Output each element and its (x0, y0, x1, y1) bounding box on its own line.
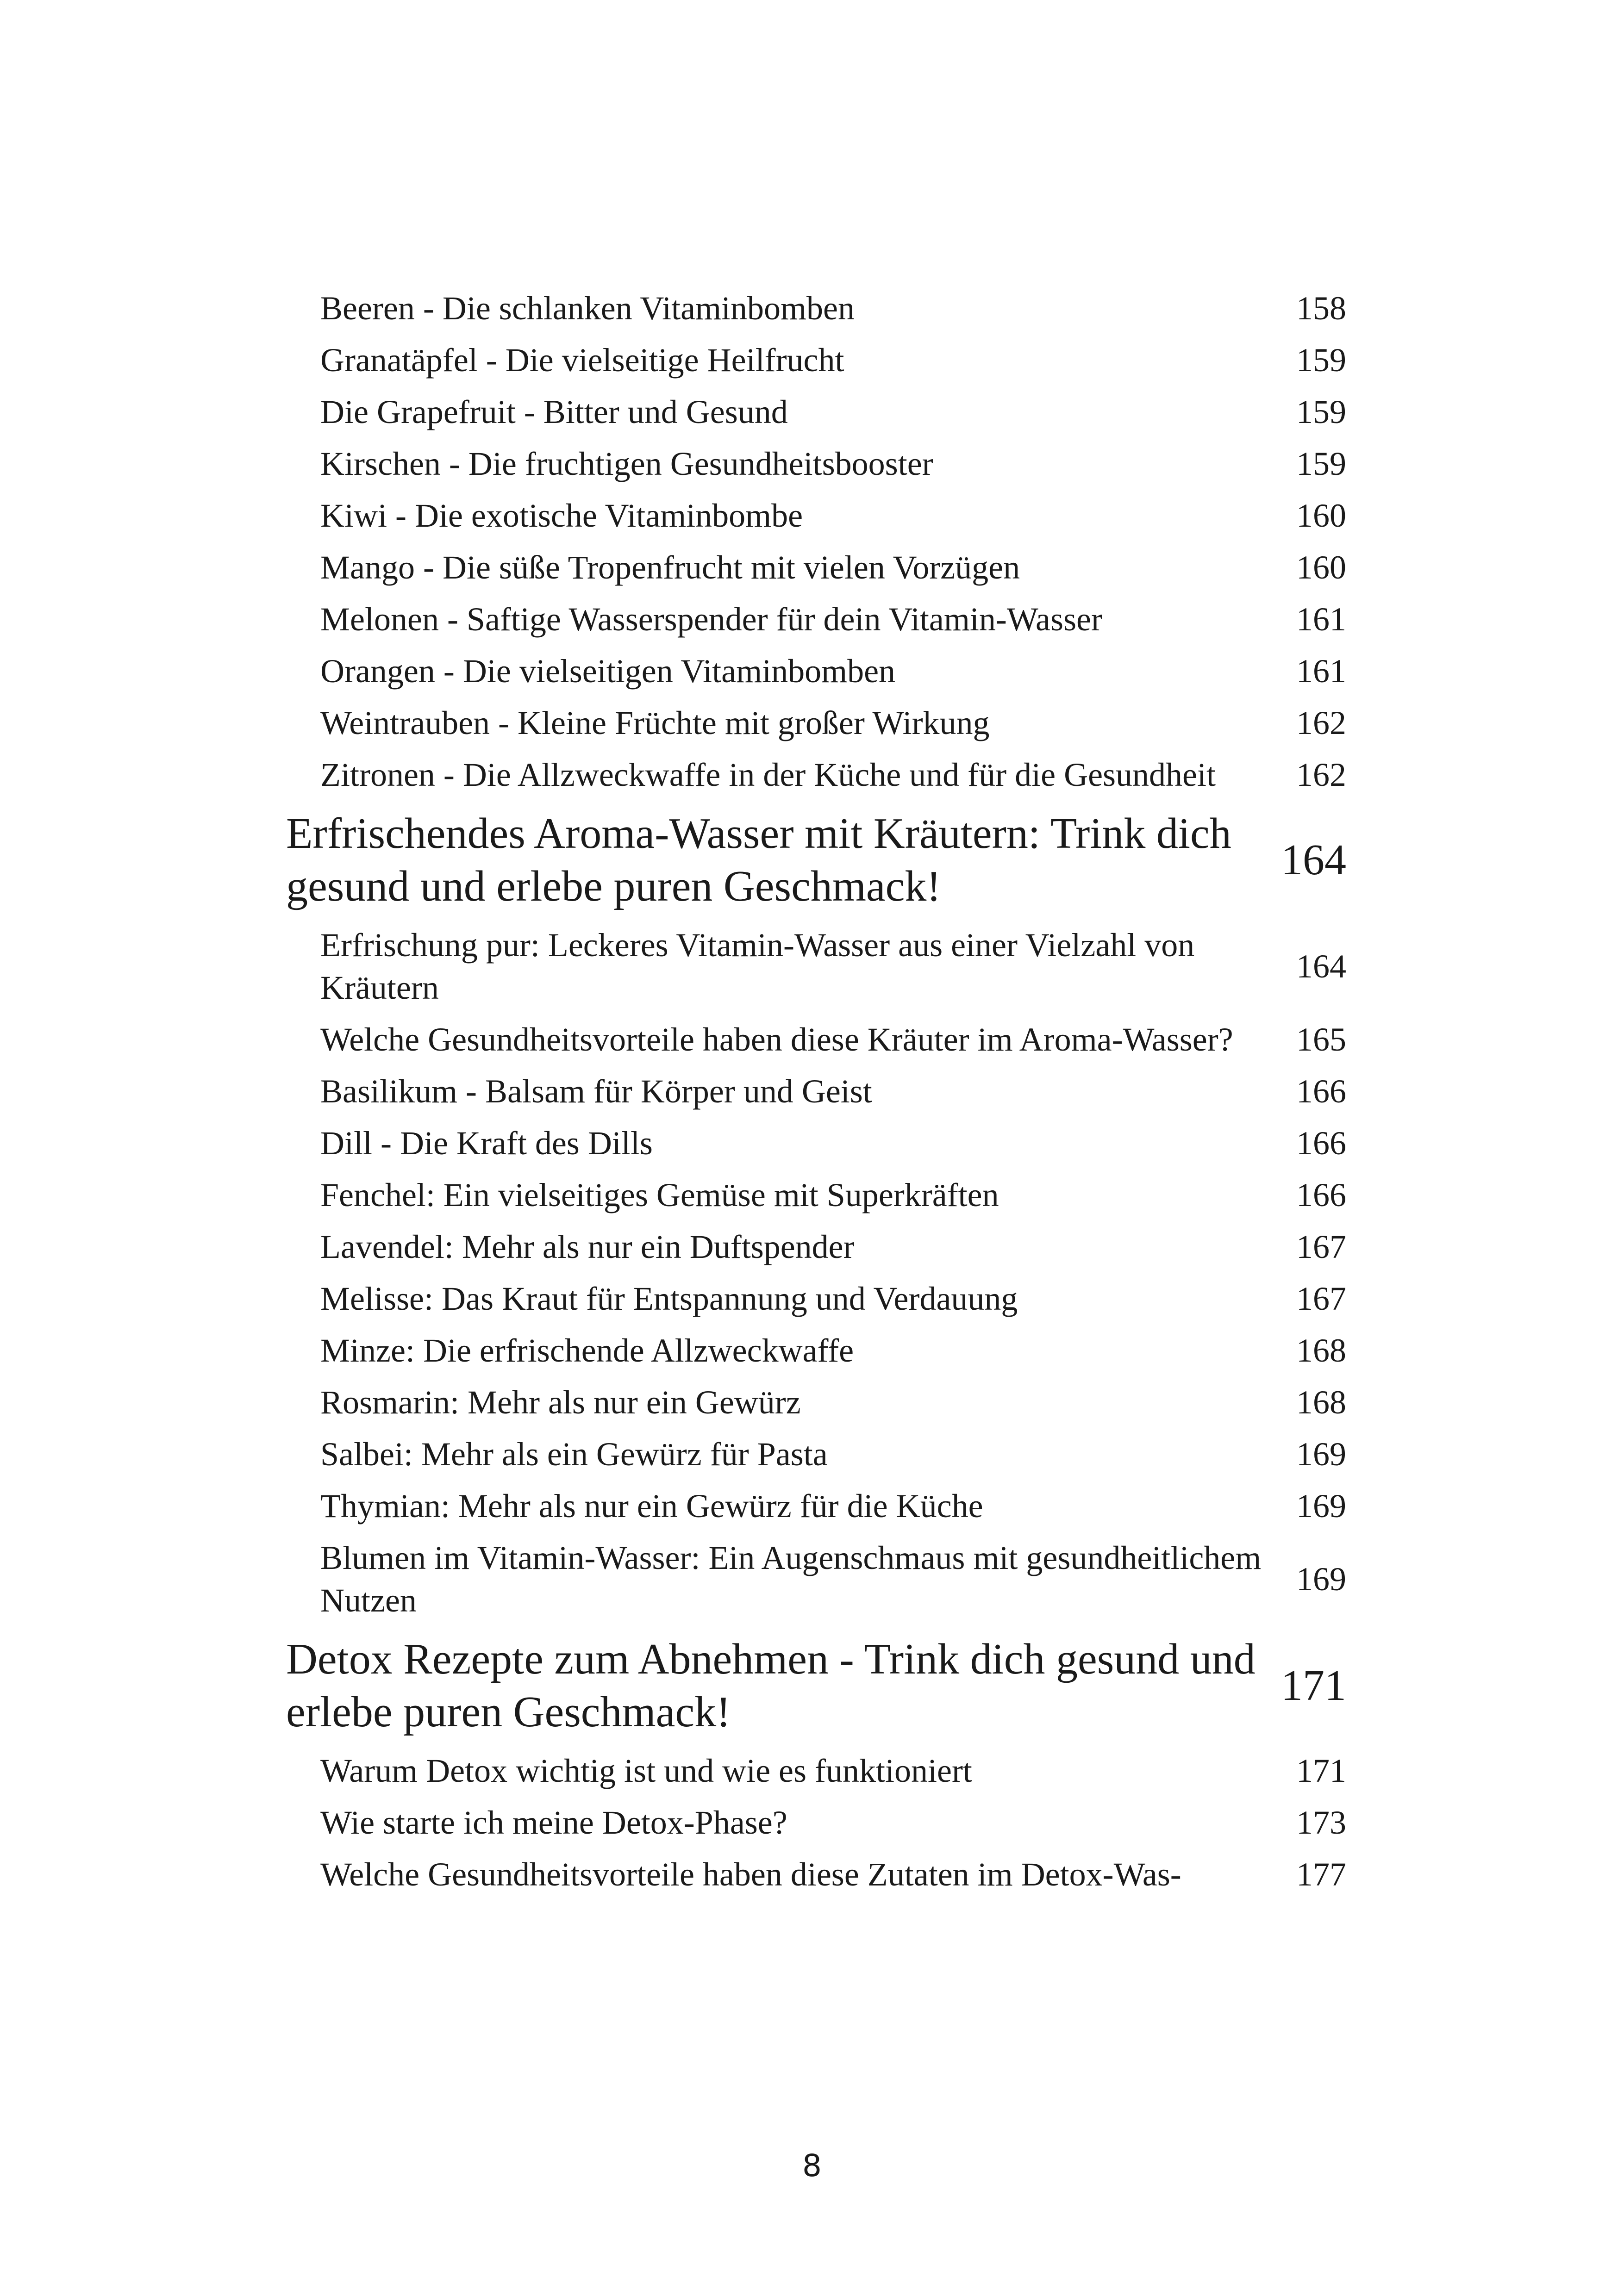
toc-entry-title: Melisse: Das Kraut für Entspannung und Verdauung (320, 1280, 1018, 1317)
toc-chapter-entry[interactable] (286, 1626, 1346, 1745)
toc-section-entry[interactable] (286, 1014, 1346, 1065)
toc-section-entry[interactable] (286, 645, 1346, 697)
toc-entry-title: Weintrauben - Kleine Früchte mit großer Wirkung (320, 704, 990, 741)
toc-section-entry[interactable] (286, 697, 1346, 749)
table-of-contents (286, 282, 1346, 1900)
toc-section-entry[interactable] (286, 593, 1346, 645)
toc-entry-title: Zitronen - Die Allzweckwaffe in der Küche und für die Gesundheit (320, 756, 1216, 793)
toc-entry-page-number: 161 (1296, 653, 1346, 690)
toc-entry-title: Mango - Die süße Tropenfrucht mit vielen Vorzügen (320, 549, 1020, 586)
toc-section-entry[interactable] (286, 1376, 1346, 1428)
toc-entry-title: Kiwi - Die exotische Vitaminbombe (320, 497, 803, 534)
toc-entry-title: Wie starte ich meine Detox-Phase? (320, 1804, 787, 1841)
toc-section-entry[interactable] (286, 1273, 1346, 1325)
toc-entry-title: Orangen - Die vielseitigen Vitaminbomben (320, 653, 896, 690)
toc-entry-title: Salbei: Mehr als ein Gewürz für Pasta (320, 1436, 828, 1473)
toc-entry-page-number: 159 (1296, 445, 1346, 482)
toc-entry-title: Fenchel: Ein vielseitiges Gemüse mit Superkräften (320, 1176, 999, 1213)
toc-entry-page-number: 160 (1296, 497, 1346, 534)
toc-section-entry[interactable] (286, 1428, 1346, 1480)
toc-entry-title: Kirschen - Die fruchtigen Gesundheitsbooster (320, 445, 933, 482)
toc-entry-page-number: 166 (1296, 1125, 1346, 1162)
toc-section-entry[interactable] (286, 1169, 1346, 1221)
toc-entry-title: Granatäpfel - Die vielseitige Heilfrucht (320, 342, 844, 379)
toc-section-entry[interactable] (286, 1745, 1346, 1797)
toc-entry-page-number: 169 (1296, 1436, 1346, 1473)
toc-entry-page-number: 167 (1296, 1228, 1346, 1265)
toc-chapter-entry[interactable] (286, 801, 1346, 919)
toc-section-entry[interactable] (286, 282, 1346, 334)
toc-section-entry[interactable] (286, 438, 1346, 490)
toc-entry-title: Blumen im Vitamin-Wasser: Ein Augenschmaus mit gesundheitlichem Nutzen (320, 1539, 1262, 1619)
toc-entry-title: Basilikum - Balsam für Körper und Geist (320, 1073, 872, 1110)
toc-section-entry[interactable] (286, 749, 1346, 801)
toc-section-entry[interactable] (286, 1117, 1346, 1169)
toc-entry-page-number: 162 (1296, 756, 1346, 793)
toc-section-entry[interactable] (286, 919, 1346, 1014)
toc-entry-title: Beeren - Die schlanken Vitaminbomben (320, 290, 855, 327)
toc-entry-page-number: 171 (1296, 1752, 1346, 1789)
toc-section-entry[interactable] (286, 1480, 1346, 1532)
toc-entry-title: Rosmarin: Mehr als nur ein Gewürz (320, 1384, 801, 1421)
toc-entry-title: Erfrischendes Aroma-Wasser mit Kräutern: Trink dich gesund und erlebe puren Geschmack! (286, 809, 1231, 910)
toc-entry-title: Dill - Die Kraft des Dills (320, 1125, 653, 1162)
toc-entry-page-number: 168 (1296, 1384, 1346, 1421)
toc-entry-title: Minze: Die erfrischende Allzweckwaffe (320, 1332, 854, 1369)
toc-entry-page-number: 158 (1296, 290, 1346, 327)
toc-entry-page-number: 162 (1296, 704, 1346, 741)
toc-entry-page-number: 164 (1281, 836, 1346, 884)
toc-entry-page-number: 169 (1296, 1487, 1346, 1524)
toc-entry-page-number: 167 (1296, 1280, 1346, 1317)
toc-entry-page-number: 166 (1296, 1176, 1346, 1213)
toc-entry-page-number: 160 (1296, 549, 1346, 586)
toc-entry-page-number: 177 (1296, 1856, 1346, 1893)
toc-section-entry[interactable] (286, 334, 1346, 386)
toc-entry-title: Welche Gesundheitsvorteile haben diese Zutaten im Detox-Was- (320, 1856, 1181, 1893)
toc-entry-title: Melonen - Saftige Wasserspender für dein Vitamin-Wasser (320, 601, 1102, 638)
page-number: 8 (802, 2148, 822, 2184)
toc-entry-page-number: 168 (1296, 1332, 1346, 1369)
toc-entry-title: Erfrischung pur: Leckeres Vitamin-Wasser aus einer Vielzahl von Kräutern (320, 927, 1195, 1006)
toc-entry-page-number: 161 (1296, 601, 1346, 638)
toc-entry-title: Thymian: Mehr als nur ein Gewürz für die Küche (320, 1487, 983, 1524)
toc-entry-page-number: 164 (1296, 948, 1346, 985)
toc-section-entry[interactable] (286, 541, 1346, 593)
toc-entry-title: Lavendel: Mehr als nur ein Duftspender (320, 1228, 855, 1265)
toc-entry-title: Die Grapefruit - Bitter und Gesund (320, 393, 788, 430)
toc-entry-page-number: 159 (1296, 393, 1346, 430)
toc-section-entry[interactable] (286, 490, 1346, 541)
toc-section-entry[interactable] (286, 1325, 1346, 1376)
toc-section-entry[interactable] (286, 1065, 1346, 1117)
toc-entry-page-number: 166 (1296, 1073, 1346, 1110)
toc-section-entry[interactable] (286, 1848, 1346, 1900)
toc-section-entry[interactable] (286, 1797, 1346, 1848)
toc-section-entry[interactable] (286, 1532, 1346, 1626)
toc-entry-title: Welche Gesundheitsvorteile haben diese Kräuter im Aroma-Wasser? (320, 1021, 1233, 1058)
toc-entry-title: Detox Rezepte zum Abnehmen - Trink dich gesund und erlebe puren Geschmack! (286, 1635, 1255, 1736)
toc-section-entry[interactable] (286, 386, 1346, 438)
toc-entry-page-number: 171 (1281, 1661, 1346, 1710)
toc-entry-page-number: 173 (1296, 1804, 1346, 1841)
toc-entry-page-number: 169 (1296, 1561, 1346, 1598)
toc-entry-page-number: 165 (1296, 1021, 1346, 1058)
toc-entry-page-number: 159 (1296, 342, 1346, 379)
toc-entry-title: Warum Detox wichtig ist und wie es funktioniert (320, 1752, 972, 1789)
toc-section-entry[interactable] (286, 1221, 1346, 1273)
